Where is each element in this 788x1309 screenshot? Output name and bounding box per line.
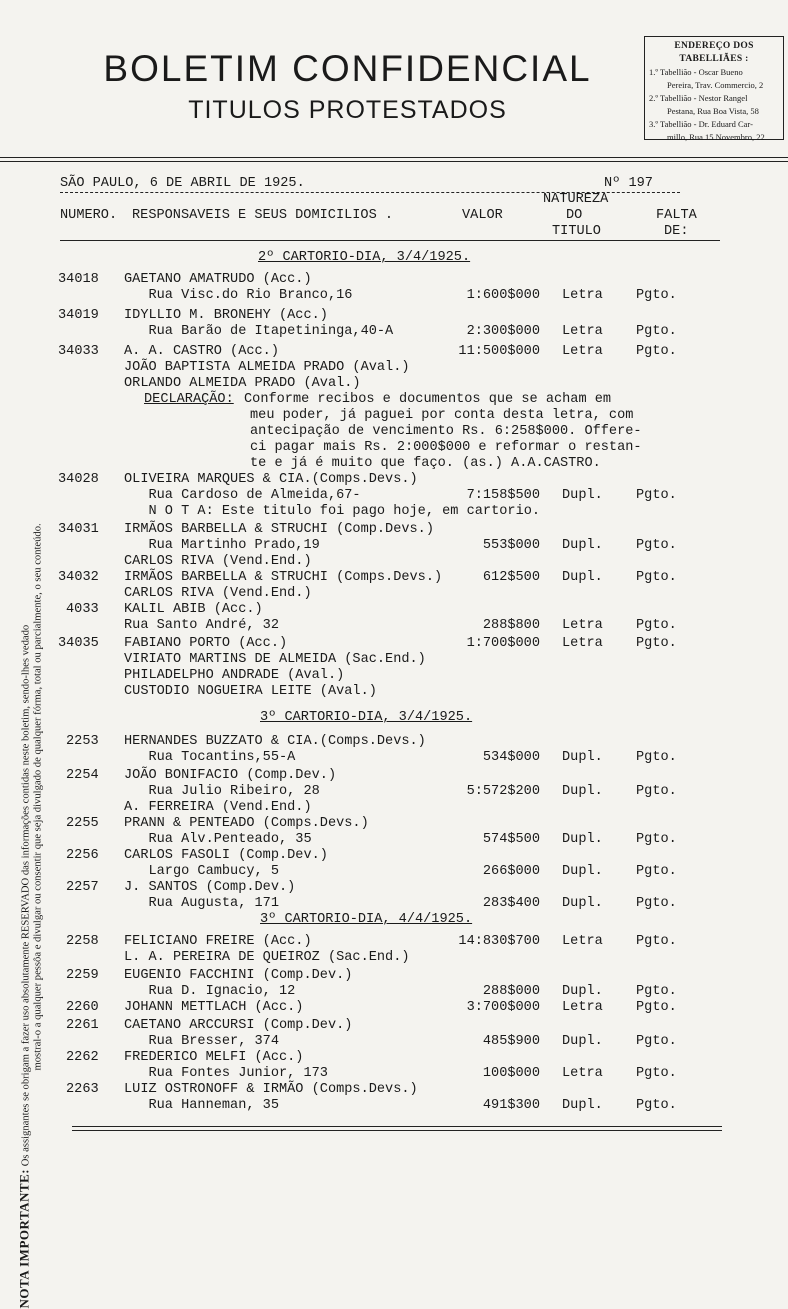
col-falta: FALTA [656, 208, 697, 223]
entry-line: Rua Santo André, 32 [124, 618, 279, 633]
entry-number: 2261 [66, 1018, 99, 1033]
entry-falta: Pgto. [636, 618, 677, 633]
entry-line: A. A. CASTRO (Acc.) [124, 344, 279, 359]
entry-number: 2258 [66, 934, 99, 949]
entry-valor: 574$500 [482, 832, 540, 847]
entry-line: Rua Augusta, 171 [124, 896, 279, 911]
address-line: Pestana, Rua Boa Vista, 58 [667, 106, 759, 116]
declaration-line: antecipação de vencimento Rs. 6:258$000. Offere- [250, 424, 642, 439]
entry-line: VIRIATO MARTINS DE ALMEIDA (Sac.End.) [124, 652, 426, 667]
entry-line: IRMÃOS BARBELLA & STRUCHI (Comps.Devs.) [124, 570, 443, 585]
declaration-line: te e já é muito que faço. (as.) A.A.CASTRO. [250, 456, 601, 471]
col-natureza: NATUREZA [543, 192, 609, 207]
entry-line: ORLANDO ALMEIDA PRADO (Aval.) [124, 376, 361, 391]
entry-line: JOÃO BAPTISTA ALMEIDA PRADO (Aval.) [124, 360, 410, 375]
entry-natureza: Dupl. [562, 570, 603, 585]
entry-line: IRMÃOS BARBELLA & STRUCHI (Comp.Devs.) [124, 522, 434, 537]
entry-natureza: Dupl. [562, 750, 603, 765]
col-responsaveis: RESPONSAVEIS E SEUS DOMICILIOS . [132, 208, 394, 223]
entry-natureza: Letra [562, 1000, 603, 1015]
entry-falta: Pgto. [636, 934, 677, 949]
entry-natureza: Letra [562, 618, 603, 633]
entry-natureza: Dupl. [562, 984, 603, 999]
entry-number: 34033 [58, 344, 99, 359]
col-numero: NUMERO. [60, 208, 118, 223]
declaration-line: Conforme recibos e documentos que se acham em [244, 392, 612, 407]
entry-falta: Pgto. [636, 636, 677, 651]
entry-line: Rua Visc.do Rio Branco,16 [124, 288, 353, 303]
entry-falta: Pgto. [636, 896, 677, 911]
address-line: millo, Rua 15 Novembro, 22 [667, 132, 765, 142]
entry-line: Rua Hanneman, 35 [124, 1098, 279, 1113]
masthead-rule-thin [0, 161, 788, 162]
bulletin-number: Nº 197 [604, 176, 653, 191]
entry-valor: 7:158$500 [466, 488, 540, 503]
declaration-label: DECLARAÇÃO: [144, 392, 234, 407]
entry-line: CARLOS RIVA (Vend.End.) [124, 554, 312, 569]
entry-line: L. A. PEREIRA DE QUEIROZ (Sac.End.) [124, 950, 410, 965]
entry-number: 2259 [66, 968, 99, 983]
section-heading: 3º CARTORIO-DIA, 3/4/1925. [260, 710, 473, 725]
entry-natureza: Dupl. [562, 864, 603, 879]
entry-falta: Pgto. [636, 784, 677, 799]
entry-valor: 283$400 [482, 896, 540, 911]
footer-rule-thin [72, 1130, 722, 1131]
side-note-line2: mostral-o a qualquer pessôa e divulgar ou consentir que seja divulgado de qualquer fórma, total ou parcialmente, o seu conteúdo. [32, 523, 44, 1071]
bulletin-subtitle: TITULOS PROTESTADOS [188, 96, 507, 124]
entry-number: 4033 [66, 602, 99, 617]
entry-line: HERNANDES BUZZATO & CIA.(Comps.Devs.) [124, 734, 426, 749]
entry-natureza: Letra [562, 934, 603, 949]
col-natureza-do: DO [566, 208, 583, 223]
masthead-rule [0, 157, 788, 158]
entry-valor: 1:700$000 [466, 636, 540, 651]
entry-natureza: Letra [562, 636, 603, 651]
entry-number: 34031 [58, 522, 99, 537]
entry-number: 2256 [66, 848, 99, 863]
entry-line: LUIZ OSTRONOFF & IRMÃO (Comps.Devs.) [124, 1082, 418, 1097]
entry-line: KALIL ABIB (Acc.) [124, 602, 263, 617]
entry-line: Largo Cambucy, 5 [124, 864, 279, 879]
entry-valor: 491$300 [482, 1098, 540, 1113]
entry-valor: 14:830$700 [458, 934, 540, 949]
entry-valor: 100$000 [482, 1066, 540, 1081]
entry-line: J. SANTOS (Comp.Dev.) [124, 880, 296, 895]
entry-line: Rua Julio Ribeiro, 28 [124, 784, 320, 799]
entry-falta: Pgto. [636, 864, 677, 879]
entry-valor: 553$000 [482, 538, 540, 553]
entry-line: N O T A: Este titulo foi pago hoje, em cartorio. [124, 504, 541, 519]
entry-line: FABIANO PORTO (Acc.) [124, 636, 288, 651]
entry-falta: Pgto. [636, 288, 677, 303]
entry-valor: 612$500 [482, 570, 540, 585]
entry-natureza: Dupl. [562, 488, 603, 503]
header-rule [60, 240, 720, 241]
entry-natureza: Dupl. [562, 832, 603, 847]
entry-line: Rua Martinho Prado,19 [124, 538, 320, 553]
entry-valor: 3:700$000 [466, 1000, 540, 1015]
entry-number: 34019 [58, 308, 99, 323]
entry-natureza: Dupl. [562, 784, 603, 799]
entry-natureza: Dupl. [562, 1034, 603, 1049]
entry-falta: Pgto. [636, 750, 677, 765]
entry-line: JOHANN METTLACH (Acc.) [124, 1000, 304, 1015]
dateline: SÃO PAULO, 6 DE ABRIL DE 1925. [60, 176, 305, 191]
entry-line: Rua D. Ignacio, 12 [124, 984, 296, 999]
entry-line: Rua Tocantins,55-A [124, 750, 296, 765]
entry-falta: Pgto. [636, 1000, 677, 1015]
entry-valor: 266$000 [482, 864, 540, 879]
entry-natureza: Letra [562, 288, 603, 303]
section-heading: 3º CARTORIO-DIA, 4/4/1925. [260, 912, 473, 927]
entry-falta: Pgto. [636, 1034, 677, 1049]
footer-rule [72, 1126, 722, 1127]
entry-line: Rua Barão de Itapetininga,40-A [124, 324, 394, 339]
entry-line: PHILADELPHO ANDRADE (Aval.) [124, 668, 345, 683]
entry-number: 2255 [66, 816, 99, 831]
entry-falta: Pgto. [636, 538, 677, 553]
entry-number: 2254 [66, 768, 99, 783]
entry-line: JOÃO BONIFACIO (Comp.Dev.) [124, 768, 337, 783]
side-note-label: NOTA IMPORTANTE: [16, 1168, 32, 1309]
address-box-heading: ENDEREÇO DOS TABELLIÃES : [674, 41, 754, 64]
declaration-line: ci pagar mais Rs. 2:000$000 e reformar o restan- [250, 440, 642, 455]
address-line: Pereira, Trav. Commercio, 2 [667, 80, 764, 90]
entry-natureza: Letra [562, 1066, 603, 1081]
entry-natureza: Letra [562, 324, 603, 339]
entry-line: EUGENIO FACCHINI (Comp.Dev.) [124, 968, 353, 983]
side-note-line1: Os assignantes se obrigam a fazer uso absolutamente RESERVADO das informações contidas neste boletim, sendo-lhes vedado [20, 624, 32, 1167]
entry-line: CAETANO ARCCURSI (Comp.Dev.) [124, 1018, 353, 1033]
entry-falta: Pgto. [636, 984, 677, 999]
entry-valor: 534$000 [482, 750, 540, 765]
entry-valor: 1:600$000 [466, 288, 540, 303]
address-line: 1.º Tabellião - Oscar Bueno [649, 67, 743, 77]
entry-line: A. FERREIRA (Vend.End.) [124, 800, 312, 815]
address-line: 2.º Tabellião - Nestor Rangel [649, 93, 748, 103]
address-line: 3.º Tabellião - Dr. Eduard Car- [649, 119, 753, 129]
entry-valor: 11:500$000 [458, 344, 540, 359]
entry-natureza: Letra [562, 344, 603, 359]
entry-line: FREDERICO MELFI (Acc.) [124, 1050, 304, 1065]
entry-line: Rua Fontes Junior, 173 [124, 1066, 328, 1081]
address-box [644, 36, 784, 140]
entry-valor: 5:572$200 [466, 784, 540, 799]
entry-line: Rua Cardoso de Almeida,67- [124, 488, 361, 503]
entry-falta: Pgto. [636, 344, 677, 359]
col-valor: VALOR [462, 208, 503, 223]
entry-falta: Pgto. [636, 488, 677, 503]
entry-number: 34018 [58, 272, 99, 287]
entry-natureza: Dupl. [562, 1098, 603, 1113]
bulletin-title: BOLETIM CONFIDENCIAL [103, 48, 592, 89]
entry-line: GAETANO AMATRUDO (Acc.) [124, 272, 312, 287]
declaration-line: meu poder, já paguei por conta desta letra, com [250, 408, 634, 423]
entry-number: 2260 [66, 1000, 99, 1015]
entry-number: 34035 [58, 636, 99, 651]
entry-natureza: Dupl. [562, 896, 603, 911]
entry-natureza: Dupl. [562, 538, 603, 553]
entry-valor: 2:300$000 [466, 324, 540, 339]
entry-line: CARLOS FASOLI (Comp.Dev.) [124, 848, 328, 863]
entry-line: CARLOS RIVA (Vend.End.) [124, 586, 312, 601]
entry-falta: Pgto. [636, 1066, 677, 1081]
entry-falta: Pgto. [636, 1098, 677, 1113]
entry-number: 2257 [66, 880, 99, 895]
side-note [17, 209, 44, 1309]
entry-falta: Pgto. [636, 570, 677, 585]
entry-line: OLIVEIRA MARQUES & CIA.(Comps.Devs.) [124, 472, 418, 487]
entry-falta: Pgto. [636, 324, 677, 339]
entry-line: IDYLLIO M. BRONEHY (Acc.) [124, 308, 328, 323]
col-falta-de: DE: [664, 224, 689, 239]
col-natureza-titulo: TITULO [552, 224, 601, 239]
entry-line: CUSTODIO NOGUEIRA LEITE (Aval.) [124, 684, 377, 699]
entry-line: Rua Alv.Penteado, 35 [124, 832, 312, 847]
entry-line: FELICIANO FREIRE (Acc.) [124, 934, 312, 949]
entry-falta: Pgto. [636, 832, 677, 847]
entry-number: 2262 [66, 1050, 99, 1065]
entry-valor: 485$900 [482, 1034, 540, 1049]
entry-valor: 288$000 [482, 984, 540, 999]
entry-number: 2263 [66, 1082, 99, 1097]
section-heading: 2º CARTORIO-DIA, 3/4/1925. [258, 250, 471, 265]
entry-line: Rua Bresser, 374 [124, 1034, 279, 1049]
entry-number: 34032 [58, 570, 99, 585]
entry-line: PRANN & PENTEADO (Comps.Devs.) [124, 816, 369, 831]
entry-number: 2253 [66, 734, 99, 749]
entry-valor: 288$800 [482, 618, 540, 633]
entry-number: 34028 [58, 472, 99, 487]
